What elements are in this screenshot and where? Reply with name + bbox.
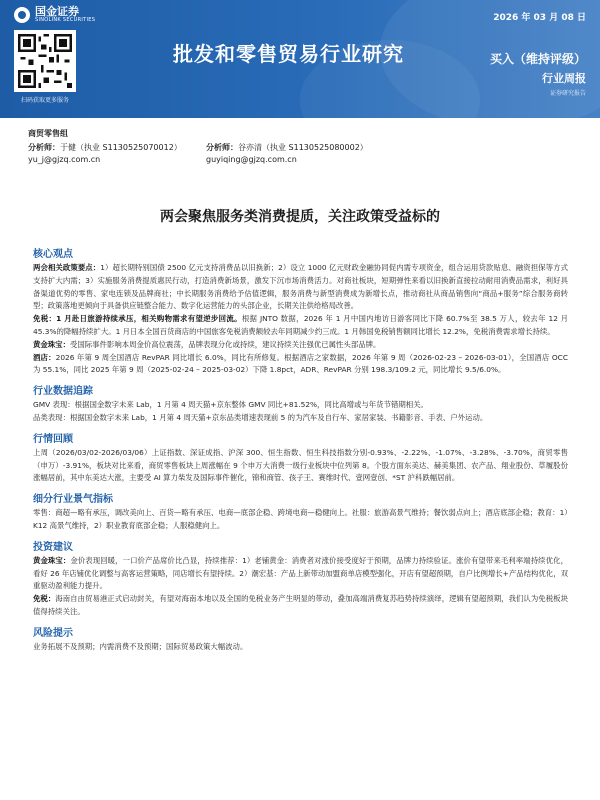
analyst-name: 谷亦清（执业 S1130525080002） [238, 143, 368, 152]
paragraph [33, 262, 568, 313]
analyst-block [28, 128, 588, 166]
analyst-email-row [28, 154, 588, 166]
paragraph [33, 339, 568, 352]
logo-subtext: SINOLINK SECURITIES [35, 17, 96, 23]
report-headline: 两会聚焦服务类消费提质，关注政策受益标的 [160, 209, 440, 225]
report-date: 2026 年 03 月 08 日 [493, 13, 586, 23]
report-category: 证券研究报告 [549, 90, 586, 97]
paragraph-text: 海南自由贸易港正式启动封关，有望对海南本地以及全国的免税业务产生明显的带动，叠加高端消费复苏趋势持续演绎，逻辑有望超预期，我们认为免税板块值得持续关注。 [33, 594, 568, 616]
report-type: 行业周报 [542, 72, 586, 85]
paragraph: 零售：商超—略有承压，调改美向上、百货—略有承压、电商—底部企稳、跨境电商—稳健向上。社服：旅游高景气维持；餐饮弱点向上；酒店底部企稳；教育：1）K12 高景气维持，2）职业教育底部企稳；人服稳健向上。 [33, 508, 568, 530]
analyst-label: 分析师： [28, 143, 60, 152]
paragraph [33, 555, 568, 593]
paragraph-key: 黄金珠宝： [33, 339, 70, 349]
analyst-name: 于健（执业 S1130525070012） [60, 143, 182, 152]
paragraph-text: 2026 年第 9 周全国酒店 RevPAR 同比增长 6.0%，同比有所修复。根据酒店之家数据，2026 年第 9 周（2026-02-23 – 2026-03-01），全国酒店 OCC 为 55.1%，同比 2025 年第 9 周（2025-02-24 – 2025-03-02）下降 1.8pct，ADR、RevPAR 分别 198.3/109.2 元，同比增长 9.5/6.0%。 [33, 352, 568, 375]
paragraph [33, 313, 568, 339]
paragraph-key: 两会相关政策要点： [33, 263, 101, 272]
paragraph: 上周（2026/03/02-2026/03/06）上证指数、深证成指、沪深 300、恒生指数、恒生科技指数分别-0.93%、-2.22%、-1.07%、-3.28%、-3.70%，商贸零售（申万）-3.91%，板块对比来看，商贸零售板块上周涨幅在 9 个申万大消费一级行业板块中位列第 8。个股方面东美达、赫美集团、农产品、翔业股份、草履股份涨幅居前，其中东美达大涨，主要受 AI 算力柴发及国际事件催化，锦和商管、孩子王、赛维时代、壹网壹创、*ST 沪科跌幅居前。 [33, 447, 568, 483]
paragraph: 品类表现：根据国金数字未来 Lab，1 月第 4 周天猫+京东品类增速表现前 5 的为汽车及自行车、家居家装、书籍影音、手表、户外运动。 [33, 412, 488, 422]
paragraph [33, 593, 568, 619]
section-title-tracking: 行业数据追踪 [33, 386, 93, 398]
analyst-email[interactable]: yu_j@gjzq.com.cn [28, 155, 101, 164]
paragraph: 业务拓展不及预期；内需消费不及预期；国际贸易政策大幅波动。 [33, 641, 248, 651]
report-body [33, 240, 568, 654]
section-title-core: 核心观点 [33, 249, 73, 260]
qr-caption: 扫码获取更多服务 [20, 97, 69, 104]
section-title-market: 行情回顾 [33, 433, 73, 445]
paragraph [33, 352, 568, 378]
qr-code-icon [14, 30, 76, 92]
section-title-invest: 投资建议 [33, 541, 73, 553]
team-name: 商贸零售组 [28, 129, 68, 138]
company-logo [14, 6, 95, 23]
paragraph-text: 根据 JNTO 数据，2026 年 1 月中国内地访日游客同比下降 60.7%至 38.5 万人，较去年 12 月 45.3%的降幅持续扩大。1 月日本全国百货商店的中国旅客免税消费额较去年同期减少约三成。1 月韩国免税销售额同比增长 12.2%，免税消费需求增长持续。 [33, 314, 569, 336]
report-title: 批发和零售贸易行业研究 [173, 42, 404, 66]
paragraph-key: 黄金珠宝： [33, 555, 71, 565]
logo-text: 国金证券 [35, 5, 79, 18]
paragraph-key: 免税：1 月赴日旅游持续承压，相关购物需求有望逆步回流。 [33, 314, 242, 324]
analyst-row [28, 142, 588, 154]
paragraph-text: 受国际事件影响本周金价高位震荡，品牌表现分化或持续，建议持续关注强优已属性头部品牌。 [69, 339, 381, 349]
analyst-label: 分析师： [206, 143, 238, 152]
analyst-email[interactable]: guyiqing@gjzq.com.cn [206, 155, 297, 164]
report-banner [0, 0, 600, 118]
paragraph: GMV 表现：根据国金数字未来 Lab，1 月第 4 周天猫+京东整体 GMV 同比+81.52%，同比高增或与年货节错期相关。 [33, 400, 428, 410]
paragraph-text: 金价表现回暖，一口价产品席价比凸显，持续推荐：1）老铺黄金：消费者对涨价接受度好于预期，品牌力持续验证。涨价有望带来毛利率端持续优化，看好 26 年店铺优化调整与高客运营策略，同店增长有望持续。2）潮宏基：产品上新带动加盟商单店模型强化，开店有望超预期，自户比例增长+产品结构优化，双重驱动盈利能力提升。 [33, 555, 568, 591]
paragraph-key: 酒店： [33, 352, 56, 362]
paragraph-text: 1）超长期特别国债 2500 亿元支持消费品以旧换新；2）设立 1000 亿元财政金融协同促内需专项资金，组合运用贷款贴息、融资担保等方式支持扩大内需；3）实施服务消费提质惠民行动，打造消费新场景，激发下沉市场消费活力。对商社板块，短期弹性来看以旧换新直接拉动耐用消费品需求，利好具备渠道优势的零售、家电连锁及品牌商社；中长期服务消费给予估值逻辑，服务消费与新型消费成为新增长点，推动商社从商品销售向“商品+服务”综合服务商转型；政策落地更倾向于具备供应链整合能力、数字化运营能力的头部企业，长期关注供给格局改善。 [33, 263, 568, 311]
section-title-risk: 风险提示 [33, 627, 73, 639]
rating-label: 买入（维持评级） [489, 52, 586, 66]
sinolink-logo-icon [14, 7, 30, 23]
paragraph-key: 免税： [33, 594, 56, 604]
section-title-boom: 细分行业景气指标 [33, 494, 113, 506]
